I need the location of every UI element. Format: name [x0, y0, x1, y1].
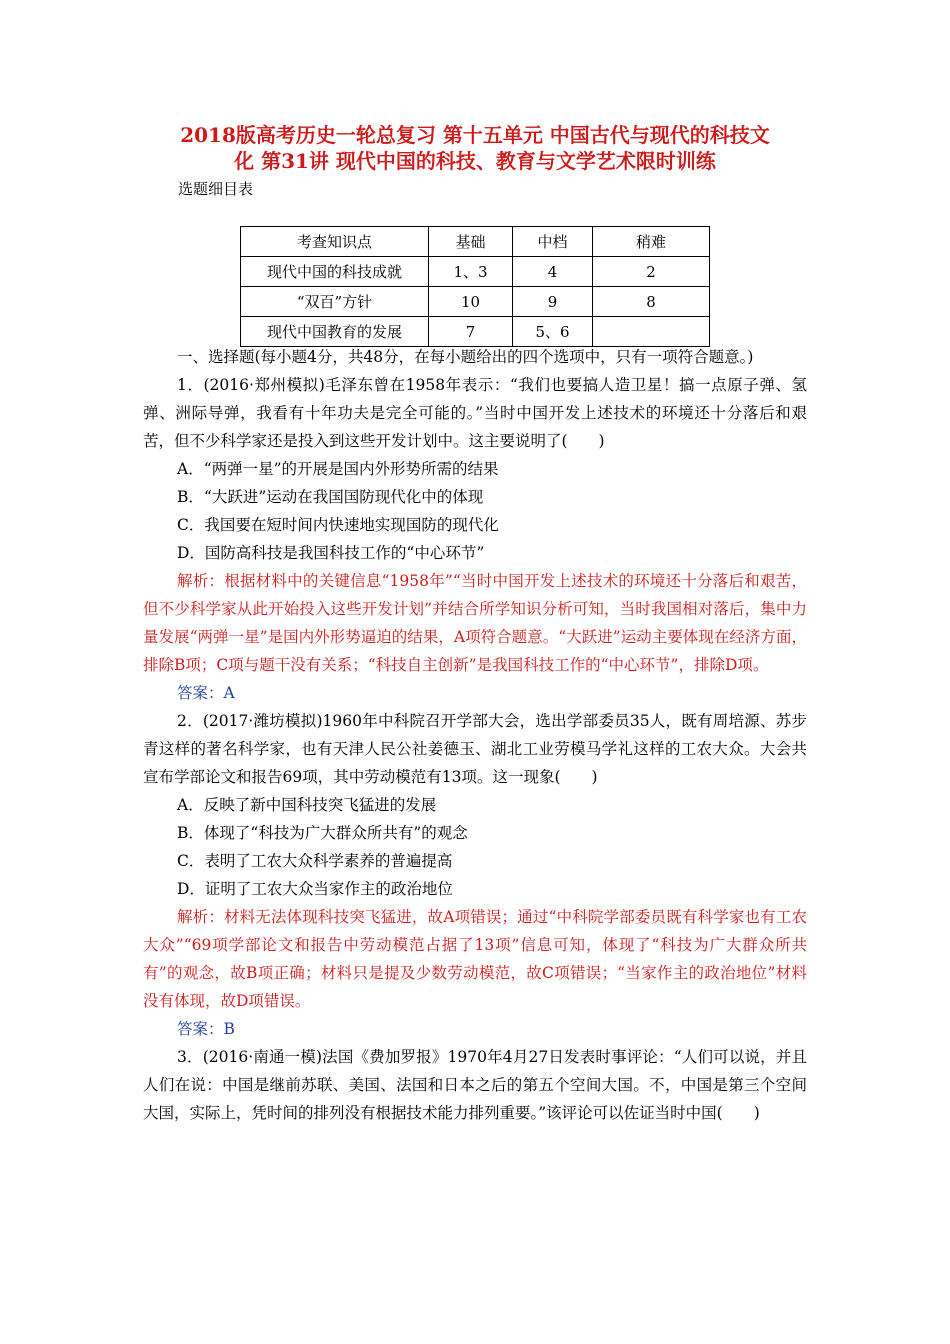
document-body [143, 343, 807, 1127]
section-heading: 一、选择题(每小题4分，共48分，在每小题给出的四个选项中，只有一项符合题意。) [177, 348, 754, 366]
table-cell: 5、6 [513, 317, 593, 347]
table-cell [593, 317, 710, 347]
table-cell: 10 [429, 287, 513, 317]
question-analysis: 解析：材料无法体现科技突飞猛进，故A项错误；通过“中科院学部委员既有科学家也有工农大众”“69项学部论文和报告中劳动模范占据了13项”信息可知，体现了“科技为广大群众所共有”的观念，故B项正确；材料只是提及少数劳动模范，故C项错误；“当家作主的政治地位”材料没有体现，故D项错误。 [143, 908, 807, 1010]
question-answer: 答案：A [177, 684, 235, 702]
table-cell: 9 [513, 287, 593, 317]
question-option: C．表明了工农大众科学素养的普遍提高 [177, 852, 453, 870]
table-header-row [241, 227, 710, 257]
table-cell: 8 [593, 287, 710, 317]
table-header-cell: 稍难 [593, 227, 710, 257]
question-stem: 1．(2016·郑州模拟)毛泽东曾在1958年表示：“我们也要搞人造卫星！搞一点原子弹、氢弹、洲际导弹，我看有十年功夫是完全可能的。”当时中国开发上述技术的环境还十分落后和艰苦，但不少科学家还是投入到这些开发计划中。这主要说明了( ) [143, 376, 807, 450]
table-cell: 现代中国的科技成就 [241, 257, 429, 287]
question-stem: 3．(2016·南通一模)法国《费加罗报》1970年4月27日发表时事评论：“人们可以说，并且人们在说：中国是继前苏联、美国、法国和日本之后的第五个空间大国。不，中国是第三个空间大国，实际上，凭时间的排列没有根据技术能力排列重要。”该评论可以佐证当时中国( ) [143, 1048, 807, 1122]
table-cell: “双百”方针 [241, 287, 429, 317]
question-answer: 答案：B [177, 1020, 235, 1038]
question-analysis: 解析：根据材料中的关键信息“1958年”“当时中国开发上述技术的环境还十分落后和艰苦，但不少科学家从此开始投入这些开发计划”并结合所学知识分析可知，当时我国相对落后，集中力量发展“两弹一星”是国内外形势逼迫的结果，A项符合题意。“大跃进”运动主要体现在经济方面，排除B项；C项与题干没有关系；“科技自主创新”是我国科技工作的“中心环节”，排除D项。 [143, 572, 807, 674]
table-row [241, 287, 710, 317]
title-line-1: 2018版高考历史一轮总复习 第十五单元 中国古代与现代的科技文 [180, 123, 770, 147]
table-header-cell: 基础 [429, 227, 513, 257]
question-option: D．证明了工农大众当家作主的政治地位 [177, 880, 453, 898]
table-header-cell: 考查知识点 [241, 227, 429, 257]
topic-table [240, 226, 710, 347]
table-caption: 选题细目表 [178, 180, 254, 198]
table-cell: 1、3 [429, 257, 513, 287]
table-row [241, 257, 710, 287]
question-option: D．国防高科技是我国科技工作的“中心环节” [177, 544, 485, 562]
question-option: A．反映了新中国科技突飞猛进的发展 [177, 796, 437, 814]
question-option: A．“两弹一星”的开展是国内外形势所需的结果 [177, 460, 499, 478]
table-cell: 4 [513, 257, 593, 287]
title-line-2: 化 第31讲 现代中国的科技、教育与文学艺术限时训练 [234, 149, 716, 173]
question-option: B．体现了“科技为广大群众所共有”的观念 [177, 824, 468, 842]
table-header-cell: 中档 [513, 227, 593, 257]
table-cell: 7 [429, 317, 513, 347]
question-option: B．“大跃进”运动在我国国防现代化中的体现 [177, 488, 484, 506]
table-cell: 现代中国教育的发展 [241, 317, 429, 347]
table-cell: 2 [593, 257, 710, 287]
question-option: C．我国要在短时间内快速地实现国防的现代化 [177, 516, 499, 534]
question-stem: 2．(2017·潍坊模拟)1960年中科院召开学部大会，选出学部委员35人，既有周培源、苏步青这样的著名科学家，也有天津人民公社姜德玉、湖北工业劳模马学礼这样的工农大众。大会共宣布学部论文和报告69项，其中劳动模范有13项。这一现象( ) [143, 712, 807, 786]
table-row [241, 317, 710, 347]
document-title [130, 122, 820, 174]
